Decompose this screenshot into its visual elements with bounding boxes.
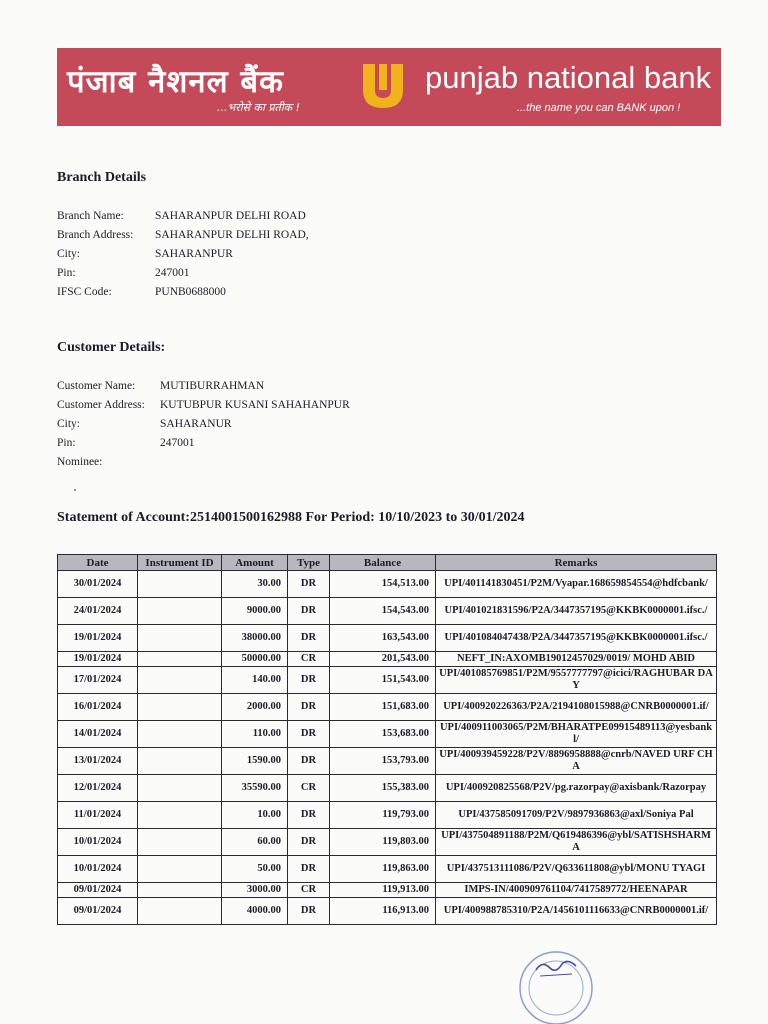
tagline-hindi: ...भरोसे का प्रतीक ! (217, 101, 301, 114)
table-row (58, 667, 717, 694)
cell-balance: 153,683.00 (330, 721, 436, 748)
table-row (58, 694, 717, 721)
col-header-type: Type (288, 555, 330, 571)
cell-remarks: UPI/401021831596/P2A/3447357195@KKBK0000001.ifsc./ (436, 598, 717, 625)
table-row (58, 883, 717, 898)
table-row (58, 898, 717, 925)
col-header-instrument: Instrument ID (138, 555, 222, 571)
cell-remarks: UPI/437513111086/P2V/Q633611808@ybl/MONU TYAGI (436, 856, 717, 883)
cell-amount: 50000.00 (222, 652, 288, 667)
table-row (58, 856, 717, 883)
customer-field-value: 247001 (160, 437, 195, 449)
cell-instrument-id (138, 802, 222, 829)
table-row (58, 829, 717, 856)
col-header-remarks: Remarks (436, 555, 717, 571)
customer-field-label: Customer Address: (57, 399, 145, 411)
cell-instrument-id (138, 625, 222, 652)
cell-remarks: UPI/401085769851/P2M/9557777797@icici/RAGHUBAR DAY (436, 667, 717, 694)
cell-remarks: UPI/400920825568/P2V/pg.razorpay@axisbank/Razorpay (436, 775, 717, 802)
customer-field-label: Nominee: (57, 456, 103, 468)
col-header-date: Date (58, 555, 138, 571)
customer-field-row (57, 396, 477, 415)
cell-instrument-id (138, 667, 222, 694)
customer-field-row (57, 377, 477, 396)
cell-amount: 140.00 (222, 667, 288, 694)
customer-field-row (57, 453, 477, 472)
cell-amount: 4000.00 (222, 898, 288, 925)
cell-instrument-id (138, 694, 222, 721)
cell-date: 24/01/2024 (58, 598, 138, 625)
table-row (58, 598, 717, 625)
cell-date: 19/01/2024 (58, 625, 138, 652)
branch-field-value: SAHARANPUR (155, 248, 233, 260)
cell-remarks: UPI/400939459228/P2V/8896958888@cnrb/NAVED URF CHA (436, 748, 717, 775)
branch-details-list (57, 207, 457, 302)
branch-field-row (57, 226, 457, 245)
branch-field-row (57, 264, 457, 283)
bank-seal-stamp (512, 940, 612, 1024)
pnb-logo-icon (357, 60, 409, 110)
cell-balance: 119,863.00 (330, 856, 436, 883)
customer-details-list (57, 377, 477, 472)
customer-field-label: City: (57, 418, 81, 430)
branch-field-row (57, 245, 457, 264)
branch-field-value: 247001 (155, 267, 190, 279)
customer-field-row (57, 434, 477, 453)
cell-instrument-id (138, 898, 222, 925)
cell-balance: 201,543.00 (330, 652, 436, 667)
customer-field-row (57, 415, 477, 434)
cell-type: DR (288, 856, 330, 883)
cell-instrument-id (138, 883, 222, 898)
cell-instrument-id (138, 721, 222, 748)
cell-amount: 60.00 (222, 829, 288, 856)
customer-field-label: Pin: (57, 437, 76, 449)
branch-field-value: SAHARANPUR DELHI ROAD, (155, 229, 309, 241)
table-header-row (58, 555, 717, 571)
cell-date: 17/01/2024 (58, 667, 138, 694)
cell-type: CR (288, 883, 330, 898)
cell-amount: 3000.00 (222, 883, 288, 898)
cell-remarks: UPI/437504891188/P2M/Q619486396@ybl/SATISHSHARMA (436, 829, 717, 856)
cell-date: 19/01/2024 (58, 652, 138, 667)
table-row (58, 802, 717, 829)
table-row (58, 721, 717, 748)
cell-instrument-id (138, 598, 222, 625)
branch-field-label: City: (57, 248, 81, 260)
cell-remarks: IMPS-IN/400909761104/7417589772/HEENAPAR (436, 883, 717, 898)
cell-amount: 50.00 (222, 856, 288, 883)
branch-field-value: SAHARANPUR DELHI ROAD (155, 210, 306, 222)
branch-field-label: Pin: (57, 267, 76, 279)
cell-date: 14/01/2024 (58, 721, 138, 748)
cell-date: 10/01/2024 (58, 829, 138, 856)
cell-type: DR (288, 829, 330, 856)
branch-field-row (57, 283, 457, 302)
transactions-table (57, 554, 717, 925)
statement-title: Statement of Account:2514001500162988 For Period: 10/10/2023 to 30/01/2024 (57, 510, 525, 525)
cell-balance: 153,793.00 (330, 748, 436, 775)
cell-amount: 110.00 (222, 721, 288, 748)
cell-balance: 119,793.00 (330, 802, 436, 829)
bank-name-english: punjab national bank (425, 60, 712, 95)
branch-field-row (57, 207, 457, 226)
cell-balance: 163,543.00 (330, 625, 436, 652)
customer-field-label: Customer Name: (57, 380, 136, 392)
cell-amount: 35590.00 (222, 775, 288, 802)
cell-type: CR (288, 775, 330, 802)
cell-date: 10/01/2024 (58, 856, 138, 883)
branch-field-label: IFSC Code: (57, 286, 112, 298)
cell-type: DR (288, 625, 330, 652)
cell-date: 12/01/2024 (58, 775, 138, 802)
cell-type: DR (288, 694, 330, 721)
bank-name-hindi: पंजाब नैशनल बैंक (67, 64, 284, 100)
table-row (58, 748, 717, 775)
cell-date: 30/01/2024 (58, 571, 138, 598)
cell-date: 11/01/2024 (58, 802, 138, 829)
cell-remarks: UPI/401084047438/P2A/3447357195@KKBK0000001.ifsc./ (436, 625, 717, 652)
branch-field-label: Branch Address: (57, 229, 134, 241)
table-row (58, 625, 717, 652)
cell-amount: 2000.00 (222, 694, 288, 721)
cell-instrument-id (138, 856, 222, 883)
branch-field-label: Branch Name: (57, 210, 124, 222)
cell-balance: 151,543.00 (330, 667, 436, 694)
customer-field-value: KUTUBPUR KUSANI SAHAHANPUR (160, 399, 350, 411)
cell-type: DR (288, 667, 330, 694)
cell-instrument-id (138, 829, 222, 856)
cell-remarks: UPI/400988785310/P2A/1456101116633@CNRB0000001.if/ (436, 898, 717, 925)
cell-type: DR (288, 598, 330, 625)
cell-balance: 154,513.00 (330, 571, 436, 598)
cell-balance: 119,913.00 (330, 883, 436, 898)
cell-amount: 9000.00 (222, 598, 288, 625)
cell-balance: 119,803.00 (330, 829, 436, 856)
branch-details-heading: Branch Details (57, 170, 147, 185)
cell-instrument-id (138, 748, 222, 775)
cell-amount: 10.00 (222, 802, 288, 829)
cell-type: DR (288, 721, 330, 748)
cell-remarks: UPI/437585091709/P2V/9897936863@axl/Soniya Pal (436, 802, 717, 829)
table-row (58, 652, 717, 667)
table-row (58, 775, 717, 802)
cell-amount: 30.00 (222, 571, 288, 598)
cell-balance: 116,913.00 (330, 898, 436, 925)
cell-balance: 151,683.00 (330, 694, 436, 721)
tagline-english: ...the name you can BANK upon ! (517, 102, 681, 114)
cell-type: DR (288, 898, 330, 925)
cell-instrument-id (138, 571, 222, 598)
cell-instrument-id (138, 652, 222, 667)
cell-date: 09/01/2024 (58, 883, 138, 898)
scan-speck (74, 489, 76, 491)
cell-date: 13/01/2024 (58, 748, 138, 775)
cell-remarks: UPI/400911003065/P2M/BHARATPE09915489113@yesbankl/ (436, 721, 717, 748)
cell-remarks: NEFT_IN:AXOMB19012457029/0019/ MOHD ABID (436, 652, 717, 667)
cell-instrument-id (138, 775, 222, 802)
bank-header-banner (57, 48, 721, 126)
cell-date: 16/01/2024 (58, 694, 138, 721)
cell-remarks: UPI/401141830451/P2M/Vyapar.168659854554@hdfcbank/ (436, 571, 717, 598)
col-header-balance: Balance (330, 555, 436, 571)
customer-field-value: SAHARANUR (160, 418, 232, 430)
cell-remarks: UPI/400920226363/P2A/2194108015988@CNRB0000001.if/ (436, 694, 717, 721)
branch-field-value: PUNB0688000 (155, 286, 226, 298)
cell-type: DR (288, 748, 330, 775)
cell-type: DR (288, 571, 330, 598)
cell-balance: 154,543.00 (330, 598, 436, 625)
cell-amount: 38000.00 (222, 625, 288, 652)
col-header-amount: Amount (222, 555, 288, 571)
cell-amount: 1590.00 (222, 748, 288, 775)
table-row (58, 571, 717, 598)
cell-type: CR (288, 652, 330, 667)
cell-date: 09/01/2024 (58, 898, 138, 925)
customer-field-value: MUTIBURRAHMAN (160, 380, 265, 392)
cell-type: DR (288, 802, 330, 829)
cell-balance: 155,383.00 (330, 775, 436, 802)
customer-details-heading: Customer Details: (57, 340, 166, 355)
